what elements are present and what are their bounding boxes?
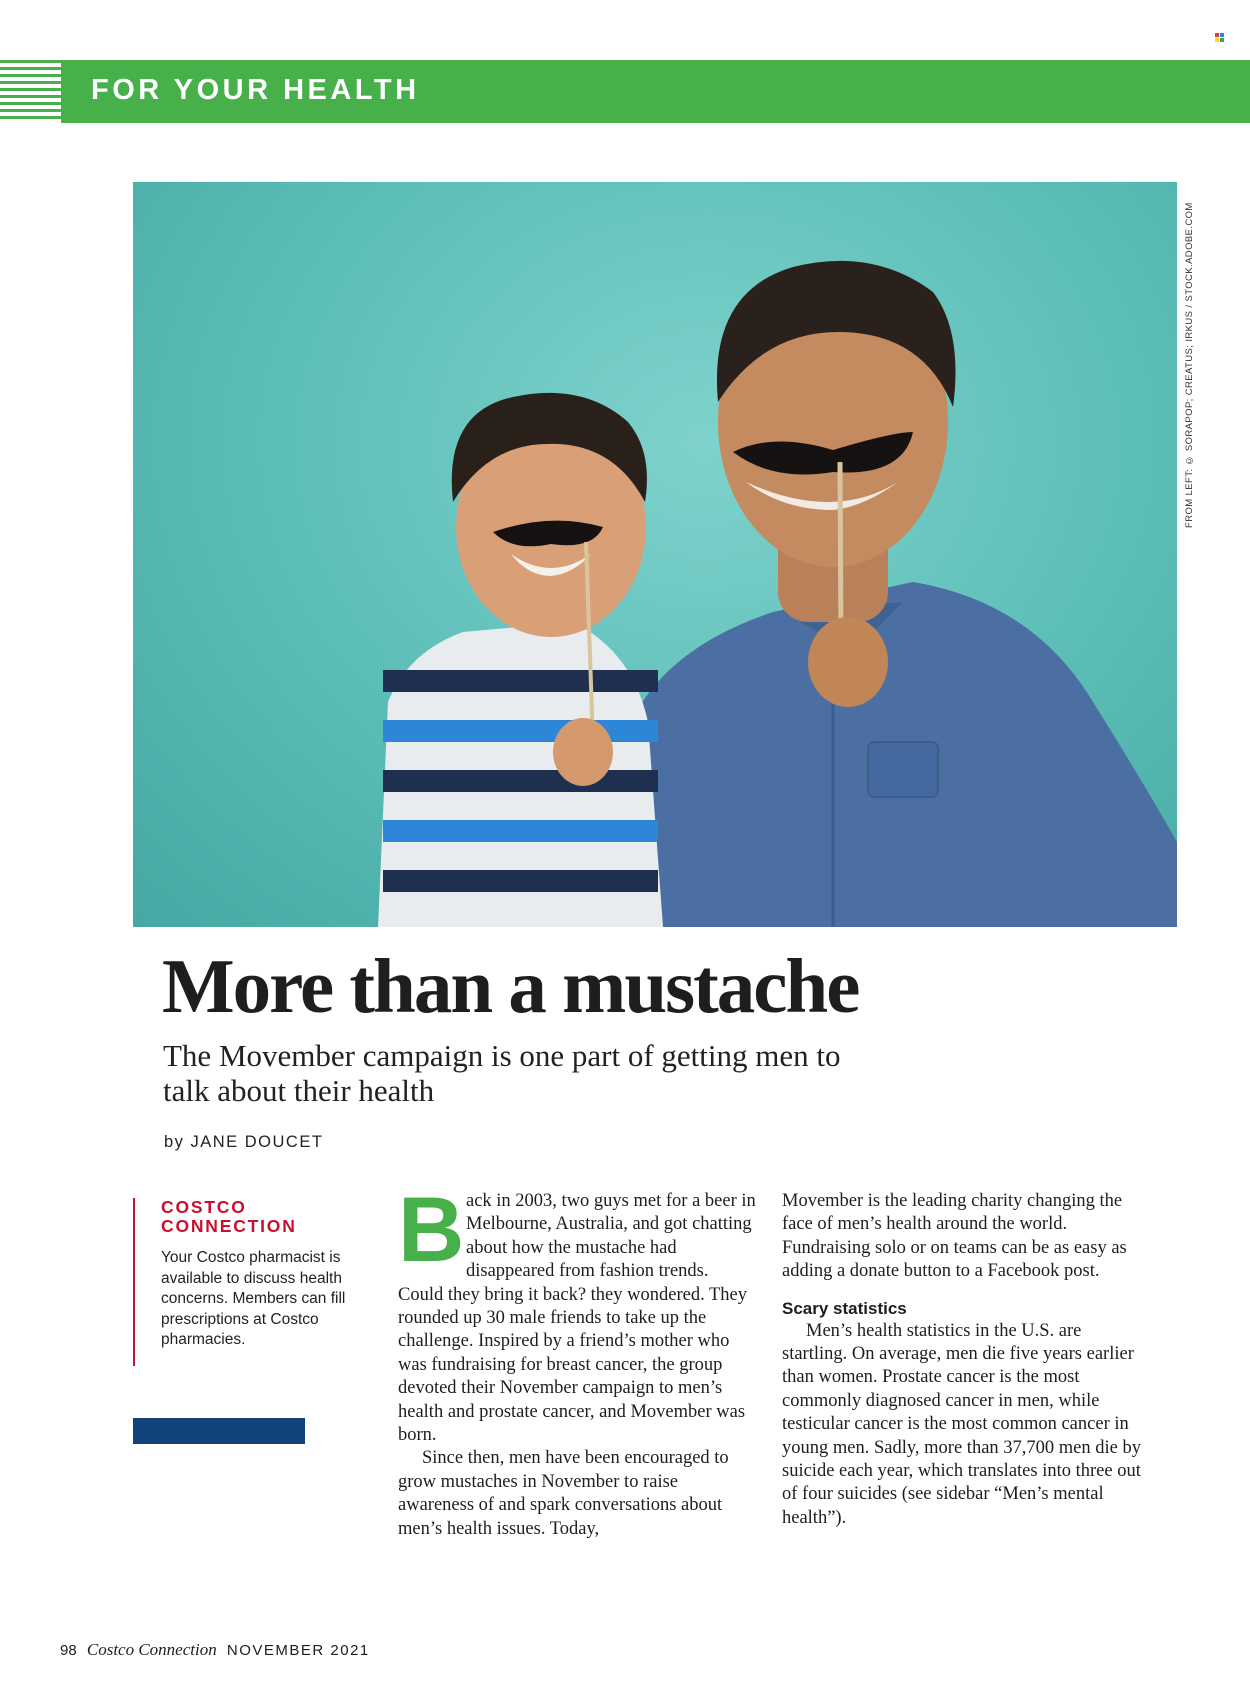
article-paragraph: Since then, men have been encouraged to grow mustaches in November to raise awareness of and spark conversations about men’s health issues. Today, [398, 1448, 729, 1539]
page-footer [60, 1640, 370, 1660]
sidebar-title [161, 1198, 351, 1236]
drop-cap: B [398, 1179, 465, 1281]
costco-connection-sidebar [133, 1198, 351, 1366]
article-paragraph: Men’s health statistics in the U.S. are startling. On average, men die five years earlier than women. Prostate cancer is the most commonly diagnosed cancer in men, while testicular cancer is the most common cancer in young men. Sadly, more than 37,700 men die by suicide each year, which translates into three out of four suicides (see sidebar “Men’s mental health”). [782, 1320, 1141, 1528]
magazine-name: Costco Connection [86, 1640, 217, 1659]
byline: by JANE DOUCET [164, 1133, 324, 1151]
section-header-stripes [0, 60, 61, 123]
sidebar-title-line2: CONNECTION [161, 1216, 297, 1236]
section-header [61, 60, 1250, 123]
father-son-mustache-illustration [133, 182, 1177, 927]
article-paragraph: ack in 2003, two guys met for a beer in Melbourne, Australia, and got chatting about how the mustache had disappeared from fashion trends. Could they bring it back? they wondered. They rounded up 30 male friends to take up the challenge. Inspired by a friend’s mother who was fundraising for breast cancer, the group devoted their November campaign to men’s health and prostate cancer, and Movember was born. [398, 1191, 756, 1446]
headline: More than a mustache [162, 943, 859, 1029]
sidebar-accent-bar [133, 1418, 305, 1444]
section-subhead: Scary statistics [782, 1298, 907, 1318]
registration-mark [1215, 33, 1224, 42]
hero-photo [133, 182, 1177, 927]
article-column-2 [782, 1190, 1142, 1530]
page-number: 98 [60, 1642, 77, 1659]
photo-credit: FROM LEFT: © SORAPOP; CREATUS; IRKUS / STOCK.ADOBE.COM [1184, 202, 1195, 528]
article-paragraph: Movember is the leading charity changing the face of men’s health around the world. Fundraising solo or on teams can be as easy as adding a donate button to a Facebook post. [782, 1191, 1127, 1282]
subheadline: The Movember campaign is one part of getting men to talk about their health [163, 1038, 841, 1108]
article-column-1 [398, 1179, 756, 1541]
sidebar-title-line1: COSTCO [161, 1197, 247, 1217]
section-label: FOR YOUR HEALTH [91, 74, 420, 106]
issue-date: NOVEMBER 2021 [226, 1642, 370, 1659]
sidebar-text: Your Costco pharmacist is available to discuss health concerns. Members can fill prescriptions at Costco pharmacies. [161, 1249, 346, 1348]
